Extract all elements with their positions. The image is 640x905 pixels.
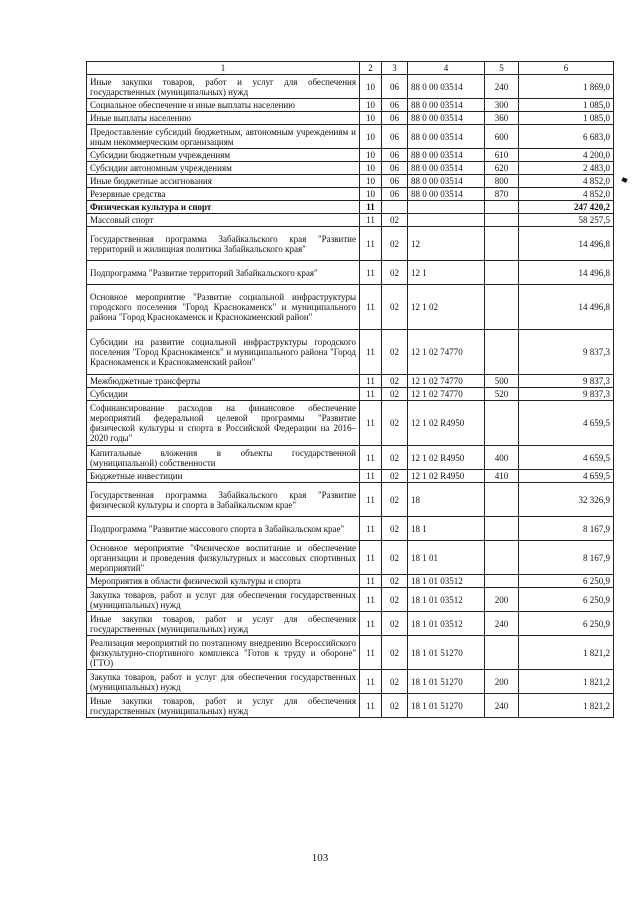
row-target-article: 18 1 — [408, 517, 485, 541]
table-row — [87, 201, 614, 214]
row-subsection: 02 — [382, 227, 408, 261]
table-row — [87, 388, 614, 401]
row-section: 10 — [360, 149, 382, 162]
row-expense-type — [485, 575, 519, 588]
row-subsection: 02 — [382, 517, 408, 541]
row-target-article: 18 1 01 51270 — [408, 694, 485, 718]
row-expense-type: 300 — [485, 99, 519, 112]
row-name: Государственная программа Забайкальского края "Развитие физической культуры и спорта в Забайкальском крае" — [87, 483, 360, 517]
table-row — [87, 517, 614, 541]
row-amount: 58 257,5 — [519, 214, 614, 227]
row-target-article: 88 0 00 03514 — [408, 99, 485, 112]
row-target-article: 12 1 02 74770 — [408, 388, 485, 401]
row-name: Социальное обеспечение и иные выплаты населению — [87, 99, 360, 112]
row-target-article: 18 — [408, 483, 485, 517]
row-section: 10 — [360, 112, 382, 125]
row-expense-type: 200 — [485, 588, 519, 612]
table-row — [87, 375, 614, 388]
row-subsection: 02 — [382, 575, 408, 588]
row-amount: 4 659,5 — [519, 401, 614, 446]
row-subsection: 06 — [382, 149, 408, 162]
row-name: Резервные средства — [87, 188, 360, 201]
row-section: 11 — [360, 261, 382, 285]
row-amount: 14 496,8 — [519, 285, 614, 330]
row-expense-type — [485, 636, 519, 670]
header-cell: 6 — [519, 62, 614, 75]
row-name: Основное мероприятие "Физическое воспитание и обеспечение организации и проведения физкультурных и массовых спортивных мероприятий" — [87, 541, 360, 575]
row-amount: 14 496,8 — [519, 227, 614, 261]
row-target-article — [408, 214, 485, 227]
row-name: Иные закупки товаров, работ и услуг для обеспечения государственных (муниципальных) нужд — [87, 75, 360, 99]
row-expense-type — [485, 401, 519, 446]
row-amount: 4 852,0 — [519, 188, 614, 201]
row-subsection — [382, 201, 408, 214]
row-subsection: 02 — [382, 483, 408, 517]
row-name: Основное мероприятие "Развитие социальной инфраструктуры городского поселения "Город Краснокаменск" и муниципального района "Город Краснокаменск и Краснокаменский район" — [87, 285, 360, 330]
row-expense-type — [485, 517, 519, 541]
row-amount: 9 837,3 — [519, 388, 614, 401]
row-target-article: 88 0 00 03514 — [408, 162, 485, 175]
row-section: 11 — [360, 227, 382, 261]
row-amount: 247 420,2 — [519, 201, 614, 214]
row-subsection: 02 — [382, 694, 408, 718]
table-row — [87, 694, 614, 718]
row-name: Закупка товаров, работ и услуг для обеспечения государственных (муниципальных) нужд — [87, 588, 360, 612]
table-row — [87, 575, 614, 588]
row-name: Субсидии бюджетным учреждениям — [87, 149, 360, 162]
row-section: 10 — [360, 175, 382, 188]
row-name: Межбюджетные трансферты — [87, 375, 360, 388]
row-name: Иные закупки товаров, работ и услуг для обеспечения государственных (муниципальных) нужд — [87, 612, 360, 636]
row-section: 11 — [360, 285, 382, 330]
row-amount: 8 167,9 — [519, 541, 614, 575]
row-expense-type — [485, 261, 519, 285]
row-target-article — [408, 201, 485, 214]
row-subsection: 06 — [382, 75, 408, 99]
table-row — [87, 612, 614, 636]
row-amount: 4 659,5 — [519, 470, 614, 483]
row-section: 10 — [360, 75, 382, 99]
margin-ink-mark — [621, 177, 627, 183]
row-target-article: 18 1 01 03512 — [408, 588, 485, 612]
row-section: 11 — [360, 388, 382, 401]
row-subsection: 02 — [382, 388, 408, 401]
row-amount: 6 250,9 — [519, 588, 614, 612]
row-name: Иные закупки товаров, работ и услуг для обеспечения государственных (муниципальных) нужд — [87, 694, 360, 718]
row-target-article: 12 1 02 — [408, 285, 485, 330]
row-target-article: 12 1 02 74770 — [408, 330, 485, 375]
row-subsection: 06 — [382, 188, 408, 201]
row-expense-type — [485, 214, 519, 227]
row-section: 11 — [360, 517, 382, 541]
budget-table — [86, 61, 614, 718]
row-name: Капитальные вложения в объекты государственной (муниципальной) собственности — [87, 446, 360, 470]
row-expense-type: 240 — [485, 75, 519, 99]
row-subsection: 02 — [382, 470, 408, 483]
table-header-row — [87, 62, 614, 75]
row-subsection: 02 — [382, 541, 408, 575]
row-target-article: 88 0 00 03514 — [408, 175, 485, 188]
row-name: Иные выплаты населению — [87, 112, 360, 125]
row-section: 11 — [360, 483, 382, 517]
row-amount: 1 821,2 — [519, 636, 614, 670]
row-section: 11 — [360, 588, 382, 612]
header-cell: 3 — [382, 62, 408, 75]
row-expense-type — [485, 201, 519, 214]
row-amount: 9 837,3 — [519, 375, 614, 388]
row-expense-type: 520 — [485, 388, 519, 401]
row-subsection: 06 — [382, 175, 408, 188]
row-expense-type: 200 — [485, 670, 519, 694]
table-row — [87, 330, 614, 375]
row-subsection: 02 — [382, 375, 408, 388]
row-subsection: 02 — [382, 401, 408, 446]
row-section: 11 — [360, 330, 382, 375]
row-amount: 14 496,8 — [519, 261, 614, 285]
row-expense-type — [485, 541, 519, 575]
row-expense-type: 870 — [485, 188, 519, 201]
table-row — [87, 670, 614, 694]
row-subsection: 06 — [382, 125, 408, 149]
row-subsection: 02 — [382, 285, 408, 330]
row-section: 11 — [360, 636, 382, 670]
row-section: 11 — [360, 201, 382, 214]
budget-table-body — [87, 62, 614, 718]
row-section: 10 — [360, 125, 382, 149]
row-expense-type: 400 — [485, 446, 519, 470]
table-row — [87, 188, 614, 201]
row-subsection: 02 — [382, 446, 408, 470]
row-amount: 2 483,0 — [519, 162, 614, 175]
row-amount: 6 250,9 — [519, 575, 614, 588]
table-row — [87, 162, 614, 175]
row-subsection: 02 — [382, 214, 408, 227]
row-section: 11 — [360, 694, 382, 718]
table-row — [87, 483, 614, 517]
row-name: Подпрограмма "Развитие массового спорта в Забайкальском крае" — [87, 517, 360, 541]
row-target-article: 88 0 00 03514 — [408, 149, 485, 162]
row-section: 11 — [360, 612, 382, 636]
row-target-article: 18 1 01 03512 — [408, 612, 485, 636]
table-row — [87, 227, 614, 261]
row-amount: 6 250,9 — [519, 612, 614, 636]
row-subsection: 02 — [382, 636, 408, 670]
row-expense-type — [485, 330, 519, 375]
row-target-article: 88 0 00 03514 — [408, 75, 485, 99]
row-target-article: 18 1 01 — [408, 541, 485, 575]
table-row — [87, 261, 614, 285]
header-cell: 1 — [87, 62, 360, 75]
table-row — [87, 125, 614, 149]
row-target-article: 12 1 02 R4950 — [408, 470, 485, 483]
row-name: Субсидии на развитие социальной инфраструктуры городского поселения "Город Краснокаменск" и муниципального района "Город Краснокаменск и Краснокаменский район" — [87, 330, 360, 375]
row-target-article: 12 1 — [408, 261, 485, 285]
row-amount: 1 085,0 — [519, 99, 614, 112]
row-section: 11 — [360, 541, 382, 575]
row-amount: 1 869,0 — [519, 75, 614, 99]
row-subsection: 06 — [382, 112, 408, 125]
row-expense-type: 600 — [485, 125, 519, 149]
row-amount: 4 852,0 — [519, 175, 614, 188]
row-expense-type: 800 — [485, 175, 519, 188]
row-target-article: 12 1 02 R4950 — [408, 446, 485, 470]
row-expense-type: 360 — [485, 112, 519, 125]
row-section: 10 — [360, 99, 382, 112]
row-target-article: 12 1 02 74770 — [408, 375, 485, 388]
row-name: Мероприятия в области физической культуры и спорта — [87, 575, 360, 588]
row-expense-type — [485, 285, 519, 330]
row-expense-type: 240 — [485, 694, 519, 718]
row-amount: 6 683,0 — [519, 125, 614, 149]
row-expense-type: 240 — [485, 612, 519, 636]
row-expense-type: 620 — [485, 162, 519, 175]
row-target-article: 88 0 00 03514 — [408, 112, 485, 125]
row-target-article: 12 1 02 R4950 — [408, 401, 485, 446]
table-row — [87, 99, 614, 112]
row-amount: 1 821,2 — [519, 670, 614, 694]
header-cell: 4 — [408, 62, 485, 75]
row-subsection: 02 — [382, 588, 408, 612]
row-section: 11 — [360, 470, 382, 483]
table-row — [87, 214, 614, 227]
table-row — [87, 401, 614, 446]
page-number: 103 — [311, 852, 329, 864]
table-row — [87, 75, 614, 99]
row-expense-type: 610 — [485, 149, 519, 162]
row-name: Физическая культура и спорт — [87, 201, 360, 214]
row-subsection: 02 — [382, 261, 408, 285]
row-target-article: 18 1 01 51270 — [408, 636, 485, 670]
row-amount: 4 200,0 — [519, 149, 614, 162]
table-row — [87, 636, 614, 670]
row-amount: 8 167,9 — [519, 517, 614, 541]
table-row — [87, 446, 614, 470]
table-row — [87, 470, 614, 483]
row-name: Предоставление субсидий бюджетным, автономным учреждениям и иным некоммерческим организациям — [87, 125, 360, 149]
row-subsection: 06 — [382, 99, 408, 112]
row-section: 10 — [360, 162, 382, 175]
row-expense-type: 500 — [485, 375, 519, 388]
row-name: Субсидии — [87, 388, 360, 401]
row-amount: 1 821,2 — [519, 694, 614, 718]
row-subsection: 06 — [382, 162, 408, 175]
row-expense-type — [485, 483, 519, 517]
row-amount: 1 085,0 — [519, 112, 614, 125]
row-amount: 4 659,5 — [519, 446, 614, 470]
row-subsection: 02 — [382, 612, 408, 636]
row-amount: 32 326,9 — [519, 483, 614, 517]
table-row — [87, 541, 614, 575]
row-name: Софинансирование расходов на финансовое обеспечение мероприятий федеральной целевой программы "Развитие физической культуры и спорта в Российской Федерации на 2016–2020 годы" — [87, 401, 360, 446]
row-target-article: 88 0 00 03514 — [408, 125, 485, 149]
table-row — [87, 149, 614, 162]
row-name: Государственная программа Забайкальского края "Развитие территорий и жилищная политика Забайкальского края" — [87, 227, 360, 261]
row-target-article: 88 0 00 03514 — [408, 188, 485, 201]
row-name: Субсидии автономным учреждениям — [87, 162, 360, 175]
row-section: 11 — [360, 375, 382, 388]
row-section: 11 — [360, 446, 382, 470]
row-name: Бюджетные инвестиции — [87, 470, 360, 483]
row-target-article: 18 1 01 03512 — [408, 575, 485, 588]
row-subsection: 02 — [382, 670, 408, 694]
row-section: 11 — [360, 670, 382, 694]
row-expense-type — [485, 227, 519, 261]
table-row — [87, 175, 614, 188]
row-section: 10 — [360, 188, 382, 201]
row-name: Иные бюджетные ассигнования — [87, 175, 360, 188]
row-target-article: 18 1 01 51270 — [408, 670, 485, 694]
row-section: 11 — [360, 575, 382, 588]
row-expense-type: 410 — [485, 470, 519, 483]
row-name: Массовый спорт — [87, 214, 360, 227]
header-cell: 5 — [485, 62, 519, 75]
row-amount: 9 837,3 — [519, 330, 614, 375]
row-name: Реализация мероприятий по поэтапному внедрению Всероссийского физкультурно-спортивного комплекса "Готов к труду и обороне" (ГТО) — [87, 636, 360, 670]
row-subsection: 02 — [382, 330, 408, 375]
table-row — [87, 285, 614, 330]
table-row — [87, 112, 614, 125]
header-cell: 2 — [360, 62, 382, 75]
row-section: 11 — [360, 214, 382, 227]
table-row — [87, 588, 614, 612]
row-name: Подпрограмма "Развитие территорий Забайкальского края" — [87, 261, 360, 285]
row-target-article: 12 — [408, 227, 485, 261]
row-section: 11 — [360, 401, 382, 446]
row-name: Закупка товаров, работ и услуг для обеспечения государственных (муниципальных) нужд — [87, 670, 360, 694]
